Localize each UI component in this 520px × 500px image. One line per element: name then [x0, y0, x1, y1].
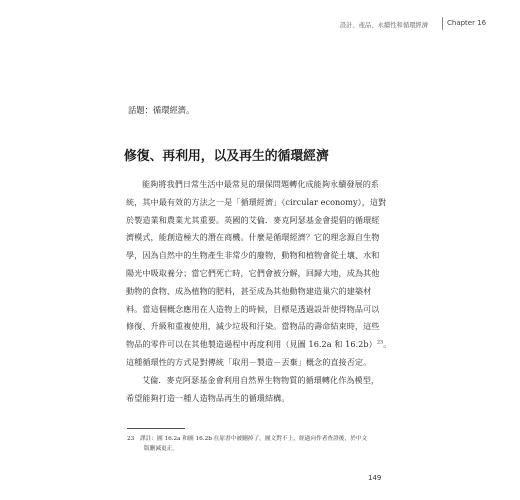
footnote-reference: 23 [376, 339, 384, 346]
body-line: 希望能夠打造一種人造物品再生的循環結構。 [126, 392, 290, 403]
body-text [126, 176, 398, 407]
body-line: 這種循環性的方式是對傳統「取用－製造－丟棄」概念的直接否定。 [126, 356, 372, 367]
body-line: 濟模式，能創造極大的潛在商機。什麼是循環經濟？它的理念源自生物 [126, 232, 380, 243]
footnote [127, 434, 407, 454]
page-number: 149 [368, 474, 382, 482]
body-line: 艾倫．麥克阿瑟基金會利用自然界生物物質的循環轉化作為模型， [142, 374, 380, 385]
footnote-line: 23 譯註：圖 16.2a 和圖 16.2b 在原書中被刪掉了，圖文對不上，經過向作者查證後，於中文 [127, 436, 368, 442]
body-line: 陽光中吸取養分；當它們死亡時，它們會被分解，回歸大地，成為其他 [126, 267, 380, 278]
body-line: 學，因為自然中的生物產生非常少的廢物，動物和植物會從土壤、水和 [126, 250, 380, 261]
body-line: 動物的食物、成為植物的肥料，甚至成為其他動物建造巢穴的建築材 [126, 285, 372, 296]
running-header-title: 設計、產品、永續性和循環經濟 [339, 22, 428, 29]
body-line-text: 物品的零件可以在其他製造過程中再度利用（見圖 16.2a 和 16.2b） [126, 339, 377, 350]
body-line: 料。當這個概念應用在人造物上的時候，目標是透過設計使得物品可以 [126, 303, 380, 314]
body-line: 於製造業和農業尤其重要。英國的艾倫．麥克阿瑟基金會提倡的循環經 [126, 214, 380, 225]
footnote-rule [127, 428, 185, 429]
body-line: 能夠將我們日常生活中最常見的環保問題轉化成能夠永續發展的系 [142, 179, 380, 189]
header-divider [442, 17, 443, 30]
body-line-with-footnote-ref: 物品的零件可以在其他製造過程中再度利用（見圖 16.2a 和 16.2b）$^{23}$。 [126, 339, 392, 350]
topic-line: 話題：循環經濟。 [128, 105, 195, 115]
footnote-line: 版刪減更正。 [144, 446, 179, 452]
body-line: 修復、升級和重複使用，減少垃圾和汙染。當物品的壽命結束時，這些 [126, 321, 380, 332]
body-line: 統，其中最有效的方法之一是「循環經濟」（circular economy），這對 [126, 196, 387, 207]
chapter-label: Chapter 16 [447, 19, 487, 27]
section-heading: 修復、再利用，以及再生的循環經濟 [124, 149, 329, 164]
